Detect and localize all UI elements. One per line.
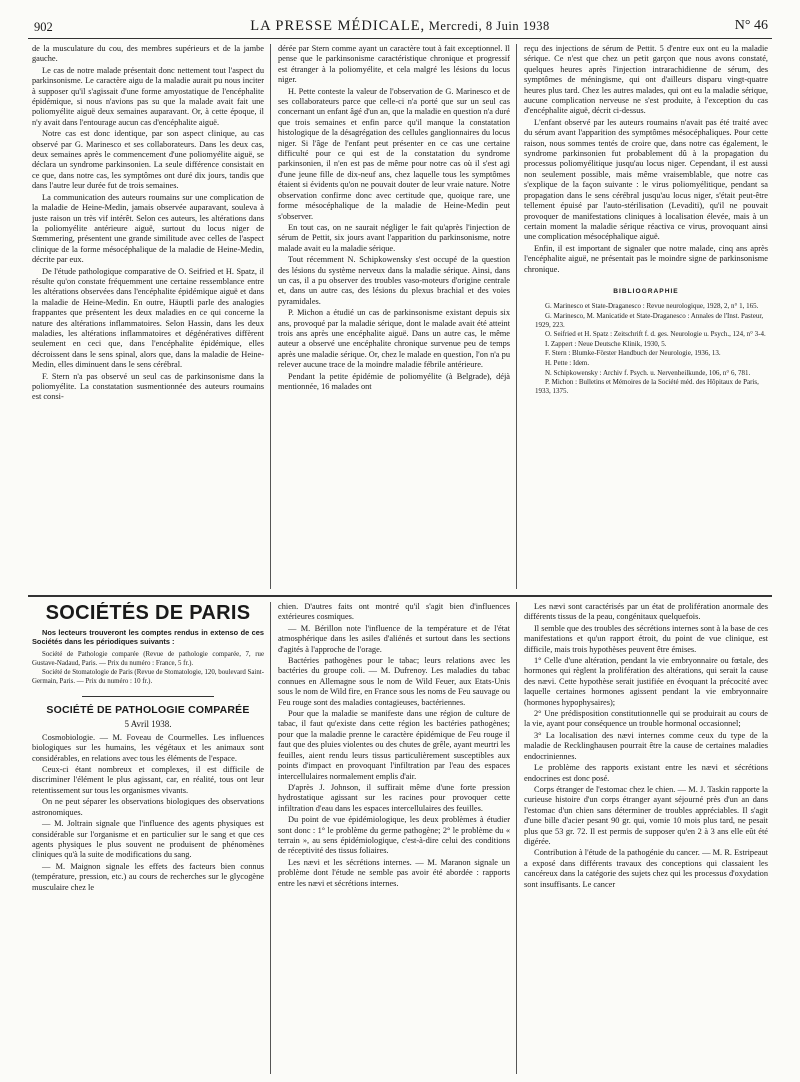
bottom-column-2: [278, 602, 510, 1074]
paragraph: Pendant la petite épidémie de poliomyélite (à Belgrade), déjà mentionnée, 16 malades ont: [278, 371, 510, 391]
paragraph: D'après J. Johnson, il suffirait même d'une forte pression hydrostatique agissant sur les racines pour provoquer cette infiltration d'eau dans les espaces intercellulaires des feuilles.: [278, 782, 510, 813]
paragraph: Tout récemment N. Schipkowensky s'est occupé de la question des lésions du système nerveux dans la maladie sérique. Ainsi, dans un cas, il a pu observer des troubles vaso-moteurs d'origine centrale et, dans un autre cas, des lésions du plexus brachial et des voies pyramidales.: [278, 255, 510, 306]
societies-title: SOCIÉTÉS DE PARIS: [45, 602, 251, 624]
paragraph: Les nævi et les sécrétions internes. — M. Maranon signale un problème dont l'étude ne semble pas avoir été abordée : rapports entre les nævi et sécrétions internes.: [278, 857, 510, 888]
paragraph: Le problème des rapports existant entre les nævi et sécrétions endocrines est donc posé.: [524, 763, 768, 783]
paragraph: 3° La localisation des nævi internes comme ceux du type de la maladie de Recklinghausen pourrait être la cause de certaines maladies endocriniennes.: [524, 730, 768, 761]
bibliography-entry: G. Marinesco et State-Draganesco : Revue neurologique, 1928, 2, n° 1, 165.: [545, 302, 759, 311]
top-column-3: [524, 44, 768, 589]
bibliography-entry: P. Michon : Bulletins et Mémoires de la Société méd. des Hôpitaux de Paris, 1933, 1375.: [535, 378, 759, 395]
paragraph: De l'étude pathologique comparative de O. Seifried et H. Spatz, il résulte qu'on constate fréquemment une certaine ressemblance entre les altérations observées dans l'encéphalite épidémique aiguë et dans la maladie de Heine-Medin. En outre, Häuptli parle des analogies frappantes que présentent les deux maladies en ce qui concerne la nature des altérations inflammatoires. Selon Hassin, dans les deux maladies, les altérations inflammatoires et dégénératives diffèrent seulement en ceci que, dans l'encéphalite épidémique, elles décroissent dans le sens spinal, alors que, dans la maladie de Heine-Medin, elles diminuent dans le sens cérébral.: [32, 266, 264, 370]
issue-number: N° 46: [734, 18, 768, 33]
paragraph: Cosmobiologie. — M. Foveau de Courmelles. Les influences biologiques sur les humains, les végétaux et les animaux sont considérables, en relations avec tous les éléments de l'espace.: [32, 732, 264, 763]
column-rule: [516, 44, 517, 589]
section-rule: [28, 595, 772, 597]
paragraph: Bactéries pathogènes pour le tabac; leurs relations avec les bactéries du groupe coli. — M. Dufrenoy. Les maladies du tabac connues en Allemagne sous le nom de Wild Feuer, aux Etats-Unis sous le nom de Wild fire, en France sous les noms de Feu sauvage ou Feu rouge sont des maladies contagieuses, bactériennes.: [278, 656, 510, 707]
bibliography-heading: BIBLIOGRAPHIE: [613, 287, 679, 295]
paragraph: Enfin, il est important de signaler que notre malade, cinq ans après l'encéphalite aiguë, ne présentait pas le moindre signe de parkinsonisme chronique.: [524, 243, 768, 274]
bottom-column-3: [524, 602, 768, 1074]
column-rule: [516, 602, 517, 1074]
paragraph: — M. Maignon signale les effets des facteurs bien connus (température, pression, etc.) au cours de recherches sur le glycogène musculaire chez le: [32, 861, 264, 892]
section-title: SOCIÉTÉ DE PATHOLOGIE COMPARÉE: [46, 704, 250, 717]
separator: [82, 696, 214, 697]
top-column-2: [278, 44, 510, 589]
paragraph: Du point de vue épidémiologique, les deux problèmes à étudier sont donc : 1° le problème du germe pathogène; 2° le problème du « terrain », au sens épidémiologique, c'est-à-dire celui des conditions de réceptivité des tissus foliaires.: [278, 815, 510, 856]
page-header: [28, 16, 772, 38]
paragraph: P. Michon a étudié un cas de parkinsonisme existant depuis six ans, provoqué par la maladie sérique, dont le malade avait été atteint trois ans après une encéphalite aiguë. Dans un autre cas, le même auteur a observé une encéphalite chronique survenue peu de temps après une maladie sérique. Or, chez le malade en question, l'on n'a pu relever aucune trace de la moindre maladie fébrile antérieure.: [278, 308, 510, 370]
issue-date: Mercredi, 8 Juin 1938: [428, 19, 550, 33]
paragraph: reçu des injections de sérum de Pettit. 5 d'entre eux ont eu la maladie sérique. Ce n'est que chez un petit garçon que nous avons constaté, quelques heures après l'injection intrarachidienne de sérum, des symptômes de méningisme, qui ont d'ailleurs disparu vingt-quatre heures plus tard. Chez les autres malades, qui ont eu la maladie sérique, aucune complication nerveuse ne s'est produite, à l'exception du cas d'encéphalite aiguë, décrit ci-dessus.: [524, 44, 768, 116]
header-rule: [28, 38, 772, 39]
bibliography-entry: H. Pette : Idem.: [545, 358, 590, 367]
paragraph: Il semble que des troubles des sécrétions internes sont à la base de ces manifestations et qu'un rapport étroit, du point de vue clinique, est difficile, mais trois hypothèses peuvent être émises.: [524, 623, 768, 654]
top-column-1: [32, 44, 264, 589]
paragraph: On ne peut séparer les observations biologiques des observations astronomiques.: [32, 797, 264, 817]
masthead-title: LA PRESSE MÉDICALE,: [250, 18, 426, 34]
paragraph: — M. Bérillon note l'influence de la température et de l'état atmosphérique dans les asiles d'aliénés et surtout dans les sections d'agités à l'approche de l'orage.: [278, 623, 510, 654]
paragraph: Notre cas est donc identique, par son aspect clinique, au cas observé par G. Marinesco et ses collaborateurs. Dans les deux cas, deux semaines après le commencement d'une poliomyélite aiguë, se déclara un syndrome parkinsonien. La seule différence consistait en ce que, dans notre cas, les symptômes ont duré dix jours, tandis que dans l'autre leur durée fut de trois semaines.: [32, 129, 264, 191]
column-rule: [270, 44, 271, 589]
bibliography-entry: G. Marinesco, M. Manicatide et State-Draganesco : Annales de l'Inst. Pasteur, 1929, 223.: [535, 311, 764, 329]
society-reference: Société de Pathologie comparée (Revue de pathologie comparée, 7, rue Gustave-Nadaud, Paris. — Prix du numéro : France, 5 fr.).: [32, 651, 264, 667]
bibliography-entry: F. Stern : Blumke-Förster Handbuch der Neurologie, 1936, 13.: [545, 349, 721, 358]
paragraph: dérée par Stern comme ayant un caractère tout à fait exceptionnel. Il pense que le parkinsonisme caractéristique chronique et progressif est étranger à la poliomyélite, et cela malgré les lésions du locus niger.: [278, 44, 510, 85]
column-rule: [270, 602, 271, 1074]
paragraph: Ceux-ci étant nombreux et complexes, il est difficile de discriminer l'élément le plus agissant, car, en réalité, tous ont leur retentissement sur tous les organismes vivants.: [32, 765, 264, 795]
masthead: [28, 18, 772, 35]
paragraph: Les nævi sont caractérisés par un état de prolifération anormale des différents tissus de la peau, congénitaux quelquefois.: [524, 602, 768, 622]
paragraph: En tout cas, on ne saurait négliger le fait qu'après l'injection de sérum de Pettit, six jours avant l'apparition du parkinsonisme, notre malade avait eu la maladie sérique.: [278, 222, 510, 253]
paragraph: Contribution à l'étude de la pathogénie du cancer. — M. R. Estripeaut a exposé dans différents travaux des conceptions qui classaient les cancéreux dans la catégorie des sujets chez qui les processus d'oxydation sont insuffisants. Le cancer: [524, 848, 768, 889]
notice: Nos lecteurs trouveront les comptes rendus in extenso de ces Sociétés dans les périodiques suivants :: [32, 628, 264, 647]
bibliography-entry: O. Seifried et H. Spatz : Zeitschrift f. d. ges. Neurologie u. Psych., 124, n° 3-4.: [545, 330, 766, 339]
society-reference: Société de Stomatologie de Paris (Revue de Stomatologie, 120, boulevard Saint-Germain, Paris. — Prix du numéro : 10 fr.).: [32, 669, 264, 685]
paragraph: H. Pette conteste la valeur de l'observation de G. Marinesco et de ses collaborateurs parce que celle-ci n'a porté que sur un seul cas concernant un enfant âgé d'un an, que la maladie en question n'a duré que trois semaines et enfin parce qu'il manque la constatation histologique de la désagrégation des cellules ganglionnaires du locus niger. Si l'âge de l'enfant peut présenter en ce cas une certaine difficulté pour ce qui est de la constatation du syndrome parkinsonien, il n'en est pas de même pour notre cas où il s'est agi d'une jeune fille de dix-neuf ans, chez laquelle tous les symptômes étaient si évidents qu'on ne pouvait douter de leur vraie nature. Notre observation confirme donc avec certitude que, quoique rare, une forme mésocéphalique de la maladie de Heine-Medin peut s'observer.: [278, 86, 510, 221]
bibliography-entry: I. Zappert : Neue Deutsche Klinik, 1930, 5.: [545, 339, 667, 348]
session-date: 5 Avril 1938.: [124, 719, 172, 730]
paragraph: 1° Celle d'une altération, pendant la vie embryonnaire ou fœtale, des hormones qui règlent la prolifération des altérations, qui serait la cause des nævi. Cette hypothèse serait justifiée en évoquant la précocité avec laquelle certaines hormones agissent pendant la vie embryonnaire (hormones hypophysaires);: [524, 656, 768, 707]
bottom-column-1: [32, 602, 264, 1074]
paragraph: La communication des auteurs roumains sur une complication de la maladie de Heine-Medin, jamais observée auparavant, souleva à juste raison un très vif intérêt. Selon ces auteurs, les altérations dans la poliomyélite antérieure aiguë, surtout du locus niger de Sœmmering, présentent une grande similitude avec celles de l'aspect clinique de la forme mésocéphalique de la maladie de Heine-Medin, décrite par eux.: [32, 192, 264, 265]
paragraph: de la musculature du cou, des membres supérieurs et de la jambe gauche.: [32, 44, 264, 64]
paragraph: Corps étranger de l'estomac chez le chien. — M. J. Taskin rapporte la curieuse histoire d'un corps étranger ayant séjourné près d'un an dans l'estomac d'un chien sans déterminer de troubles appréciables. Il s'agit d'une bille d'acier pesant 90 gr. qui, vomie 10 mois plus tard, ne pesait plus que 53 gr. 72. Il est permis de supposer qu'en 2 à 3 ans elle eût été digérée.: [524, 784, 768, 846]
page-number: 902: [34, 20, 53, 34]
paragraph: — M. Joltrain signale que l'influence des agents physiques est considérable sur l'organisme et en particulier sur le sang et que ces agents physiques le plus souvent ne produisent de phénomènes cliniques qu'à la suite de modifications du sang.: [32, 819, 264, 860]
paragraph: 2° Une prédisposition constitutionnelle qui se produirait au cours de la vie, ayant pour conséquence un trouble hormonal occasionnel;: [524, 709, 768, 729]
paragraph: L'enfant observé par les auteurs roumains n'avait pas été traité avec du sérum avant l'apparition des symptômes mésocéphaliques. Pour cette raison, nous sommes tentés de croire que, dans notre cas également, le syndrome parkinsonien fut probablement dû à la propagation du processus poliomyélitique jusqu'au locus niger. Cependant, il est aussi non seulement possible, mais même vraisemblable, que notre cas s'explique de la façon suivante : le virus poliomyélitique, pendant sa propagation dans le sens cérébral jusqu'au locus niger, s'était peut-être tellement épuisé par l'auto-stérilisation (Levaditi), qu'il ne pouvait provoquer de manifestations cliniques à localisation élevée, mais à un certain moment la maladie sérique réactiva ce virus, provoquant ainsi une complication mésocéphalique aiguë.: [524, 117, 768, 242]
paragraph: Le cas de notre malade présentait donc nettement tout l'aspect du parkinsonisme. Le caractère aigu de la maladie aurait pu nous inciter à supposer qu'il s'agissait d'une forme amyostatique de l'encéphalite épidémique, si nous n'avions pas su que la malade avait fait une poliomyélite aiguë deux semaines auparavant. Or, à cette époque, il n'y avait dans l'entourage aucun cas d'encéphalite aiguë.: [32, 65, 264, 127]
paragraph: chien. D'autres faits ont montré qu'il s'agit bien d'influences extérieures cosmiques.: [278, 602, 510, 622]
paragraph: F. Stern n'a pas observé un seul cas de parkinsonisme dans la poliomyélite. La constatation susmentionnée des auteurs roumains est consi-: [32, 371, 264, 402]
bibliography-entry: N. Schipkowensky : Archiv f. Psych. u. Nervenheilkunde, 106, n° 6, 781.: [545, 368, 751, 377]
paragraph: Pour que la maladie se manifeste dans une région de culture de tabac, il faut qu'existe dans cette région les bactéries pathogènes; pour que la maladie prenne le caractère épidémique de Feu rouge il faut que des pluies violentes ou des chutes de grêle, ayant meurtri les feuilles, aient rendu leurs tissus particulièrement susceptibles aux points d'impact en provoquant l'infiltration par l'eau des espaces intercellulaires normalement emplis d'air.: [278, 709, 510, 781]
